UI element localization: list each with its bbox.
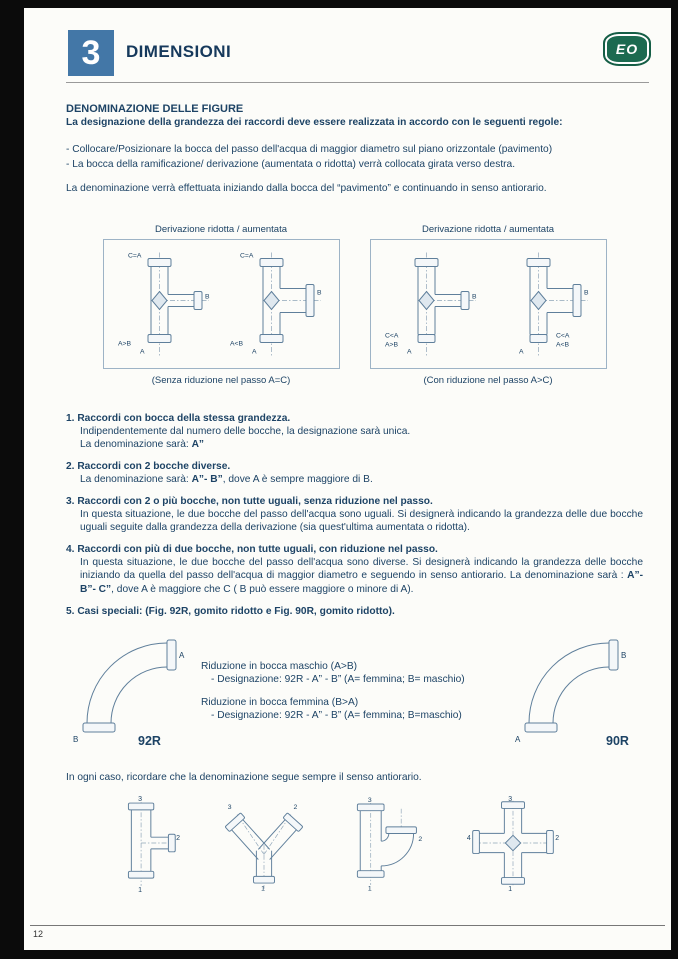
port-number-bottom: 1 [508,886,513,892]
port-number-right: 2 [555,835,560,843]
page-number: 12 [33,929,44,939]
numbered-cross-drawing [465,794,561,892]
rule-title: 3. Raccordi con 2 o più bocche, non tutte uguali, senza riduzione nel passo. [66,496,433,508]
rule-text: , dove A è maggiore che C ( B può essere maggiore o minore di A). [111,583,414,595]
tee-label-bottom: A [251,348,257,355]
numbered-figures-row [106,794,561,898]
rule-designation: A”- B”- C” [80,570,643,595]
tee-label-top: C=A [239,252,254,259]
special-line-1: Riduzione in bocca maschio (A>B) [201,661,358,672]
rule-text: La denominazione sarà: [80,439,192,451]
rule-designation: A” [191,439,205,451]
diagram-caption-right: (Con riduzione nel passo A>C) [423,375,553,386]
port-number-top: 3 [367,797,372,805]
rule-text: In questa situazione, le due bocche del passo dell'acqua sono diverse. Si designerà indicando la grandezza delle bocche iniziando da quella del passo dell'acqua di maggior diametro e seguendo in senso antiorario. La denominazione sarà : [80,557,643,582]
rules-list [66,412,643,627]
catalog-page [24,8,671,950]
chapter-number-box [68,30,114,76]
tee-label-note: A<B [229,340,243,347]
intro-rule-statement: La designazione della grandezza dei raccordi deve essere realizzata in accordo con le seguenti regole: [66,117,563,129]
port-number-right: 2 [176,835,181,843]
figure-90r [508,630,643,770]
figure-label-92r: 92R [138,734,161,748]
intro-section [66,102,643,195]
rule-designation: A”- B” [191,474,223,486]
port-number-left: 3 [228,803,232,811]
rule-text: , dove A è sempre maggiore di B. [222,474,373,486]
special-notes [201,660,501,722]
rule-item-5 [66,605,643,618]
rule-title: 5. Casi speciali: (Fig. 92R, gomito ridotto e Fig. 90R, gomito ridotto). [66,605,395,617]
tee-fitting-drawing [227,247,327,362]
chapter-number: 3 [81,33,101,72]
diagram-section [66,224,643,386]
intro-bullet-1: - Collocare/Posizionare la bocca del passo dell'acqua di maggior diametro sul piano orizzontale (pavimento) [66,143,553,155]
figure-label-90r: 90R [606,734,629,748]
tee-label-branch: B [316,289,322,296]
elbow-label-a: A [515,735,521,744]
numbered-sweep-tee-drawing [345,794,425,894]
tee-fitting-drawing [115,247,215,362]
tee-label-bottom: A [518,348,524,355]
rule-title: 4. Raccordi con più di due bocche, non tutte uguali, con riduzione nel passo. [66,544,438,556]
rule-text: La denominazione sarà: [80,474,192,486]
tee-fitting-drawing [382,247,482,362]
diagram-title-right: Derivazione ridotta / aumentata [421,224,555,235]
port-number-top: 3 [138,796,143,804]
diagram-title-left: Derivazione ridotta / aumentata [154,224,288,235]
tee-label-top: C=A [128,252,142,259]
diagram-group-right [370,224,607,386]
tee-label-note2: A<B [555,341,569,348]
rule-title: 2. Raccordi con 2 bocche diverse. [66,461,231,473]
special-line-2: - Designazione: 92R - A” - B” (A= femmina; B= maschio) [211,674,465,686]
special-line-4: - Designazione: 92R - A” - B” (A= femmina; B=maschio) [211,709,462,721]
footer-divider [30,925,665,926]
diagram-group-left [103,224,340,386]
page-title: DIMENSIONI [126,42,232,61]
tee-label-note2: A>B [385,341,399,348]
closing-note: In ogni caso, ricordare che la denominazione segue sempre il senso antiorario. [66,772,422,783]
tee-label-note1: C<A [555,332,570,339]
rule-item-1 [66,412,643,451]
port-number-top: 3 [508,795,513,803]
rule-item-4 [66,543,643,595]
port-number-right: 2 [293,803,298,811]
section-heading: DENOMINAZIONE DELLE FIGURE [66,103,244,115]
rule-item-3 [66,495,643,534]
port-number-bottom: 1 [367,885,372,893]
rule-body [66,556,643,595]
figure-92r [66,630,201,770]
numbered-wye-drawing [224,794,304,894]
rule-body [66,438,643,451]
header-divider [66,82,649,83]
diagram-box-right [370,239,607,369]
rule-body: In questa situazione, le due bocche del passo dell'acqua sono uguali. Si designerà indicando la grandezza delle due bocche uguali seguite dalla grandezza della derivazione (sia quest'ultima aumentata o ridotta). [80,509,643,534]
tee-label-branch: B [472,293,477,300]
elbow-90r-drawing [508,630,633,744]
tee-fitting-drawing [494,247,594,362]
numbered-tee-drawing [106,794,184,894]
special-figures-section [66,626,643,776]
port-number-bottom: 1 [138,886,143,894]
port-number-bottom: 1 [261,885,266,893]
rule-item-2 [66,460,643,486]
tee-label-bottom: A [407,348,412,355]
tee-label-branch: B [583,289,589,296]
tee-label-note1: C<A [385,332,399,339]
diagram-caption-left: (Senza riduzione nel passo A=C) [151,375,291,386]
intro-bullet-2: - La bocca della ramificazione/ derivazione (aumentata o ridotta) verrà collocata girata verso destra. [66,158,516,170]
brand-logo-text: EO [615,41,639,57]
elbow-label-b: B [73,735,79,744]
tee-label-branch: B [205,293,210,300]
rule-body: Indipendentemente dal numero delle bocche, la designazione sarà unica. [80,426,411,438]
diagram-box-left [103,239,340,369]
port-number-left: 4 [466,835,471,843]
tee-label-bottom: A [140,348,145,355]
brand-logo [603,32,651,66]
elbow-label-b: B [621,651,627,660]
rule-body [66,473,643,486]
tee-label-note: A>B [118,340,132,347]
elbow-92r-drawing [66,630,191,744]
rule-title: 1. Raccordi con bocca della stessa grandezza. [66,413,291,424]
elbow-label-a: A [179,651,185,660]
intro-note: La denominazione verrà effettuata iniziando dalla bocca del “pavimento” e continuando in senso antiorario. [66,183,547,195]
port-number-right: 2 [417,836,422,844]
special-line-3: Riduzione in bocca femmina (B>A) [201,696,359,708]
